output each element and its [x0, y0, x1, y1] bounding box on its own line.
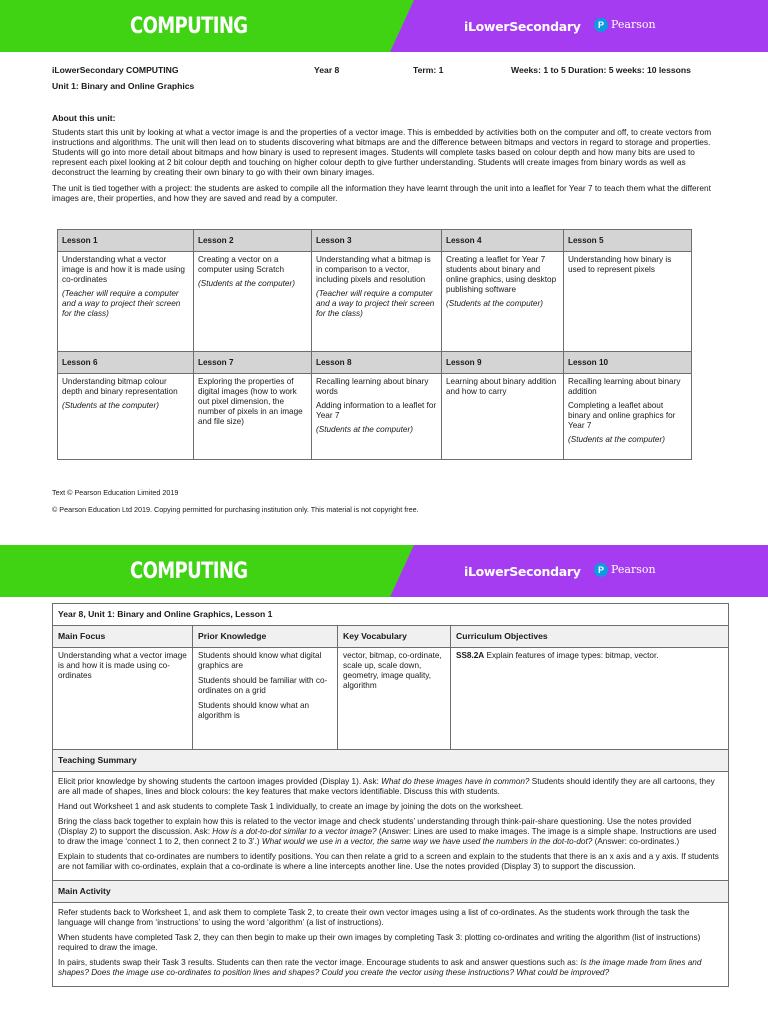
course-name: iLowerSecondary COMPUTING	[52, 65, 179, 75]
lesson-3-note: (Teacher will require a computer and a way to project their screen for the class)	[316, 289, 435, 318]
prior-knowledge-item: Students should know what an algorithm is	[198, 701, 310, 720]
pearson-logo	[594, 18, 656, 32]
curriculum-objectives-cell	[451, 648, 729, 750]
main-activity-paragraph-2: When students have completed Task 2, they can then begin to make up their own images by completing Task 3: plotting co-ordinates and writing the algorithm (list of instructions) required to draw the image.	[58, 933, 701, 952]
about-section	[52, 113, 717, 210]
lesson-10-note: (Students at the computer)	[568, 435, 665, 444]
teaching-summary-header-row	[53, 750, 729, 772]
lesson-2-note: (Students at the computer)	[198, 279, 295, 288]
about-heading: About this unit:	[52, 113, 116, 123]
lesson-5-title: Lesson 5	[564, 230, 692, 252]
copyright-notice: © Pearson Education Ltd 2019. Copying permitted for purchasing institution only. This material is not copyright free.	[52, 505, 419, 514]
teaching-summary-paragraph-4: Explain to students that co-ordinates are numbers to identify positions. You can then relate a grid to a screen and explain to the students that there is an x axis and a y axis. If students are not familiar with co-ordinates, explain that a co-ordinate is where a line intercepts another line. Use the notes provided (Display 3) to support the discussion.	[58, 852, 719, 871]
about-paragraph-2: The unit is tied together with a project: the students are asked to compile all the information they have learnt through the unit into a leaflet for Year 7 to teach them what the different images are, their properties, and how they are saved and read by a computer.	[52, 183, 711, 204]
ma-p3-questions: Is the image made from lines and shapes? Does the image use co-ordinates to position lines and shapes? Could you create the vector using these instructions? What could be improved?	[58, 958, 702, 977]
lessons-header-row-1	[58, 230, 692, 252]
lessons-header-row-2	[58, 352, 692, 374]
lesson-8-title: Lesson 8	[312, 352, 442, 374]
lesson-9-cell	[442, 374, 564, 460]
objective-item	[456, 651, 723, 661]
ts-p3-answer: (Answer: Lines are used to make images. The image is a simple shape. Instructions are used to draw the image ‘connect 1 to 2, then connect 2 to 3’.)	[58, 827, 717, 846]
curriculum-objectives-header: Curriculum Objectives	[451, 626, 729, 648]
lesson-4-text: Creating a leaflet for Year 7 students about binary and online graphics, using desktop publishing software	[446, 255, 557, 294]
lesson-9-text: Learning about binary addition and how to carry	[446, 377, 557, 396]
ts-p3-question: How is a dot-to-dot similar to a vector image?	[212, 827, 377, 836]
about-paragraph-1: Students start this unit by looking at what a vector image is and the properties of a vector image. This is embedded by activities both on the computer and off, to create vectors from instructions and algorithms. The unit will then lead on to students discovering what bitmaps are and the difference between bitmaps and vectors in regard to storage and properties. Students will go into more detail about bitmaps and how binary is used to represent images. Students will complete tasks based on colour depth and how many bits are used to represent each pixel looking at 2 bit colour depth and touching on higher colour depth to give further understanding. Students will create images from binary words as well as deconstruct the learning by creating their own binary to go with their own binary images.	[52, 127, 712, 178]
lesson-3-cell	[312, 252, 442, 352]
lesson-4-cell	[442, 252, 564, 352]
teaching-summary-paragraph-1	[58, 777, 723, 797]
brand-name: iLowerSecondary	[464, 564, 581, 579]
objective-text: Explain features of image types: bitmap, vector.	[484, 651, 659, 660]
prior-knowledge-item: Students should be familiar with co-ordinates on a grid	[198, 676, 328, 695]
prior-knowledge-item: Students should know what digital graphics are	[198, 651, 322, 670]
lesson-1-text: Understanding what a vector image is and how it is made using co-ordinates	[62, 255, 185, 284]
lesson-1-note: (Teacher will require a computer and a way to project their screen for the class)	[62, 289, 181, 318]
lesson-7-cell	[194, 374, 312, 460]
plan-title: Year 8, Unit 1: Binary and Online Graphics, Lesson 1	[53, 604, 729, 626]
lesson-5-text: Understanding how binary is used to represent pixels	[568, 255, 672, 274]
lesson-7-title: Lesson 7	[194, 352, 312, 374]
lesson-6-cell	[58, 374, 194, 460]
main-activity-paragraph-3	[58, 958, 723, 978]
lesson-10-text: Recalling learning about binary addition	[568, 377, 681, 396]
pearson-p-icon: P	[594, 18, 608, 32]
lesson-2-cell	[194, 252, 312, 352]
lesson-8-extra: Adding information to a leaflet for Year 7	[316, 401, 437, 420]
ts-p1-text-2: Students should identify they are all cartoons, they are all made of shapes, lines and block colours: the key features that make vectors identifiable. Discuss this with students.	[58, 777, 715, 796]
year-label: Year 8	[314, 65, 340, 75]
main-activity-header-row	[53, 881, 729, 903]
teaching-summary-paragraph-2: Hand out Worksheet 1 and ask students to complete Task 1 individually, to create an image by joining the dots on the worksheet.	[58, 802, 524, 811]
prior-knowledge-header: Prior Knowledge	[193, 626, 338, 648]
header-banner-page-2	[0, 545, 768, 597]
brand-name: iLowerSecondary	[464, 19, 581, 34]
lesson-4-note: (Students at the computer)	[446, 299, 543, 308]
main-focus-cell	[53, 648, 193, 750]
term-label: Term: 1	[413, 65, 444, 75]
ts-p3-text: Bring the class back together to explain how this is related to the vector image and check students’ understanding through think-pair-share questioning. Use the notes provided (Display 2) to support the discussion. Ask:	[58, 817, 692, 836]
lesson-2-text: Creating a vector on a computer using Scratch	[198, 255, 285, 274]
teaching-summary-heading: Teaching Summary	[53, 750, 729, 772]
ts-p3-question-2: What would we use in a vector, the same way we have used the numbers in the dot-to-dot?	[261, 837, 593, 846]
lesson-3-title: Lesson 3	[312, 230, 442, 252]
lesson-8-note: (Students at the computer)	[316, 425, 413, 434]
lessons-table	[57, 229, 692, 460]
lesson-4-title: Lesson 4	[442, 230, 564, 252]
lesson-6-title: Lesson 6	[58, 352, 194, 374]
ts-p1-text: Elicit prior knowledge by showing students the cartoon images provided (Display 1). Ask:	[58, 777, 382, 786]
main-activity-paragraph-1: Refer students back to Worksheet 1, and ask them to complete Task 2, to create their own vector images using a list of co-ordinates. As the students work through the task the language will change from ‘instructions’ to using the word ‘algorithm’ (a list of instructions).	[58, 908, 690, 927]
pearson-wordmark: Pearson	[611, 18, 656, 32]
lesson-1-title: Lesson 1	[58, 230, 194, 252]
lesson-1-cell	[58, 252, 194, 352]
pearson-logo	[594, 563, 656, 577]
plan-title-row	[53, 604, 729, 626]
lesson-10-cell	[564, 374, 692, 460]
main-focus-header: Main Focus	[53, 626, 193, 648]
lesson-8-text: Recalling learning about binary words	[316, 377, 429, 396]
lesson-10-extra: Completing a leaflet about binary and online graphics for Year 7	[568, 401, 676, 430]
objective-code: SS8.2A	[456, 651, 485, 660]
lesson-8-cell	[312, 374, 442, 460]
text-credit: Text © Pearson Education Limited 2019	[52, 488, 179, 497]
plan-content-row	[53, 648, 729, 750]
key-vocabulary-header: Key Vocabulary	[338, 626, 451, 648]
ts-p3-answer-2: (Answer: co-ordinates.)	[592, 837, 680, 846]
ts-p1-question: What do these images have in common?	[381, 777, 530, 786]
unit-title: Unit 1: Binary and Online Graphics	[52, 81, 195, 91]
main-focus-text: Understanding what a vector image is and how it is made using co-ordinates	[58, 651, 187, 680]
lesson-6-note: (Students at the computer)	[62, 401, 159, 410]
ma-p3-text: In pairs, students swap their Task 3 results. Students can then rate the vector image. Encourage students to ask and answer questions such as:	[58, 958, 581, 967]
prior-knowledge-cell	[193, 648, 338, 750]
key-vocabulary-text: vector, bitmap, co-ordinate, scale up, scale down, geometry, image quality, algorithm	[343, 651, 442, 690]
main-activity-row	[53, 903, 729, 987]
lesson-plan-table	[52, 603, 729, 987]
subject-title: COMPUTING	[130, 14, 248, 39]
lesson-6-text: Understanding bitmap colour depth and binary representation	[62, 377, 178, 396]
teaching-summary-row	[53, 772, 729, 881]
plan-header-row	[53, 626, 729, 648]
pearson-wordmark: Pearson	[611, 563, 656, 577]
subject-title: COMPUTING	[130, 559, 248, 584]
lesson-9-title: Lesson 9	[442, 352, 564, 374]
main-activity-cell	[53, 903, 729, 987]
lesson-2-title: Lesson 2	[194, 230, 312, 252]
teaching-summary-cell	[53, 772, 729, 881]
pearson-p-icon: P	[594, 563, 608, 577]
lesson-10-title: Lesson 10	[564, 352, 692, 374]
lesson-3-text: Understanding what a bitmap is in comparison to a vector, including pixels and resolution	[316, 255, 431, 284]
weeks-duration: Weeks: 1 to 5 Duration: 5 weeks: 10 lessons	[511, 65, 691, 75]
lessons-body-row-2	[58, 374, 692, 460]
lesson-7-text: Exploring the properties of digital images (how to work out pixel dimension, the number of pixels in an image and file size)	[198, 377, 303, 426]
lesson-5-cell	[564, 252, 692, 352]
lessons-body-row-1	[58, 252, 692, 352]
teaching-summary-paragraph-3	[58, 817, 723, 847]
main-activity-heading: Main Activity	[53, 881, 729, 903]
header-banner	[0, 0, 768, 52]
key-vocabulary-cell	[338, 648, 451, 750]
